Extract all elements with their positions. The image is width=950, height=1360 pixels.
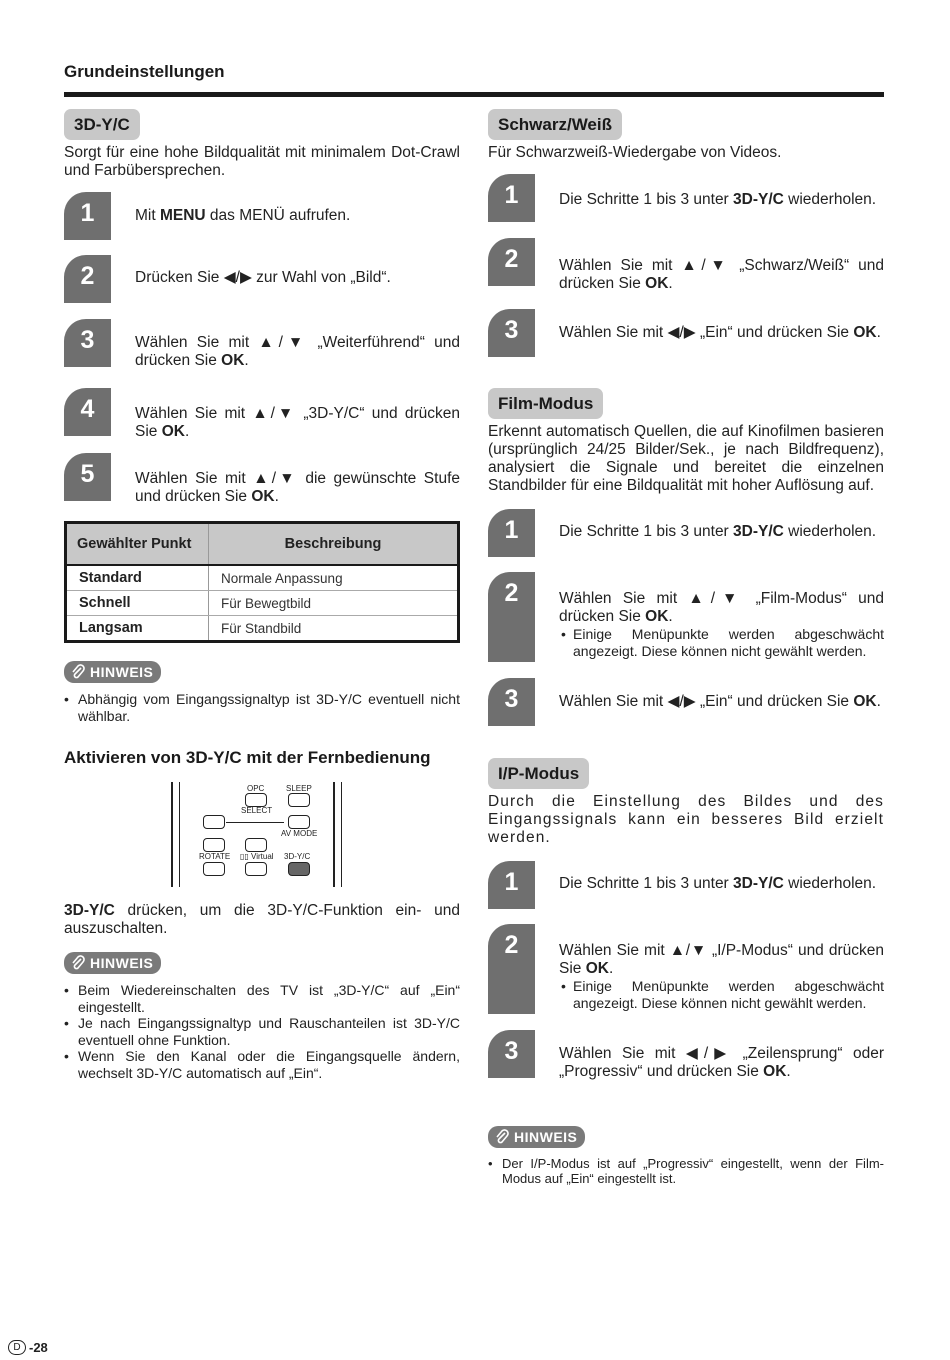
intro-sw: Für Schwarzweiß-Wiedergabe von Videos. xyxy=(488,144,782,161)
av-mode-button[interactable] xyxy=(288,815,310,829)
notes-list xyxy=(488,1156,884,1186)
step-1 xyxy=(64,192,460,255)
page-number xyxy=(8,1340,48,1355)
section-tag-sw: Schwarz/Weiß xyxy=(488,109,622,140)
remote-illustration xyxy=(64,782,460,890)
step-number: 1 xyxy=(488,174,535,222)
paperclip-icon xyxy=(70,955,86,971)
note-item: • Wenn Sie den Kanal oder die Eingangsquelle ändern, wechselt 3D-Y/C automatisch auf „Ein“. xyxy=(64,1048,460,1081)
table-header: Gewählter Punkt xyxy=(66,523,209,566)
step-text: Die Schritte 1 bis 3 unter 3D-Y/C wiederholen. xyxy=(559,191,877,208)
left-column xyxy=(64,108,460,1081)
section-ip xyxy=(488,758,884,1186)
remote-button[interactable] xyxy=(203,862,225,876)
table-header: Beschreibung xyxy=(209,523,459,566)
step-2 xyxy=(488,924,884,1030)
step-note: • Einige Menüpunkte werden abgeschwächt angezeigt. Diese können nicht gewählt werden. xyxy=(559,626,884,660)
right-column xyxy=(488,108,884,1186)
level-table xyxy=(64,521,460,643)
section-tag-ip: I/P-Modus xyxy=(488,758,589,789)
step-text: Wählen Sie mit ▲/▼ „I/P-Modus“ und drücken Sie OK. xyxy=(559,942,884,977)
step-note: • Einige Menüpunkte werden abgeschwächt angezeigt. Diese können nicht gewählt werden. xyxy=(559,978,884,1012)
step-3 xyxy=(488,678,884,752)
page-title: Grundeinstellungen xyxy=(64,62,225,81)
step-2 xyxy=(64,255,460,319)
note-item: • Beim Wiedereinschalten des TV ist „3D-Y/C“ auf „Ein“ eingestellt. xyxy=(64,982,460,1015)
step-3 xyxy=(64,319,460,388)
3dyc-button[interactable] xyxy=(288,862,310,876)
intro-ip: Durch die Einstellung des Bildes und des Eingangssignals kann ein besseres Bild erzielt werden. xyxy=(488,793,884,846)
step-text: Wählen Sie mit ▲/▼ „3D-Y/C“ und drücken Sie OK. xyxy=(135,405,460,440)
notes-list xyxy=(64,982,460,1081)
intro-3dyc: Sorgt für eine hohe Bildqualität mit minimalem Dot-Crawl und Farbübersprechen. xyxy=(64,144,460,179)
step-text: Wählen Sie mit ▲/▼ „Film-Modus“ und drücken Sie OK. xyxy=(559,590,884,625)
hinweis-badge: HINWEIS xyxy=(64,661,161,683)
step-3 xyxy=(488,1030,884,1102)
note-item: • Je nach Eingangssignaltyp und Rauschanteilen ist 3D-Y/C eventuell ohne Funktion. xyxy=(64,1015,460,1048)
header-rule xyxy=(64,92,884,97)
table-row xyxy=(66,591,459,616)
step-1 xyxy=(488,509,884,572)
step-4 xyxy=(64,388,460,453)
opc-label: OPC xyxy=(247,784,265,793)
step-number: 1 xyxy=(64,192,111,240)
virtual-label: ▯▯ Virtual xyxy=(240,852,274,861)
sleep-button[interactable] xyxy=(288,793,310,807)
step-number: 3 xyxy=(488,1030,535,1078)
table-cell: Standard xyxy=(66,565,209,591)
step-number: 1 xyxy=(488,861,535,909)
section-3dyc xyxy=(64,109,460,724)
select-connector xyxy=(226,822,284,823)
remote-edge-left xyxy=(171,782,180,887)
step-number: 5 xyxy=(64,453,111,501)
table-cell: Schnell xyxy=(66,591,209,616)
section-sw xyxy=(488,109,884,379)
step-text: Die Schritte 1 bis 3 unter 3D-Y/C wiederholen. xyxy=(559,875,877,892)
hinweis-badge: HINWEIS xyxy=(488,1126,585,1148)
table-cell: Für Standbild xyxy=(209,616,459,642)
step-2 xyxy=(488,238,884,309)
hinweis-badge: HINWEIS xyxy=(64,952,161,974)
virtual-button[interactable] xyxy=(245,838,267,852)
remote-description: 3D-Y/C drücken, um die 3D-Y/C-Funktion ein- und auszuschalten. xyxy=(64,902,460,937)
step-2 xyxy=(488,572,884,678)
step-number: 3 xyxy=(488,678,535,726)
remote-section-title: Aktivieren von 3D-Y/C mit der Fernbedienung xyxy=(64,748,431,767)
table-row xyxy=(66,565,459,591)
table-cell: Normale Anpassung xyxy=(209,565,459,591)
step-number: 2 xyxy=(488,572,535,662)
step-1 xyxy=(488,174,884,238)
step-text: Mit MENU das MENÜ aufrufen. xyxy=(135,207,351,224)
paperclip-icon xyxy=(70,664,86,680)
step-1 xyxy=(488,861,884,924)
note-item: • Der I/P-Modus ist auf „Progressiv“ eingestellt, wenn der Film-Modus auf „Ein“ eingestellt ist. xyxy=(488,1156,884,1186)
section-tag-film: Film-Modus xyxy=(488,388,603,419)
step-number: 4 xyxy=(64,388,111,436)
table-cell: Langsam xyxy=(79,620,143,636)
rotate-button[interactable] xyxy=(203,838,225,852)
step-text: Wählen Sie mit ◀/▶ „Zeilensprung“ oder „Progressiv“ und drücken Sie OK. xyxy=(559,1045,884,1080)
step-text: Wählen Sie mit ▲/▼ „Weiterführend“ und drücken Sie OK. xyxy=(135,334,460,369)
av-mode-label: AV MODE xyxy=(281,829,318,838)
paperclip-icon xyxy=(494,1129,510,1145)
step-3 xyxy=(488,309,884,379)
table-cell: Für Bewegtbild xyxy=(209,591,459,616)
remote-edge-right xyxy=(333,782,342,887)
page-number-text: -28 xyxy=(29,1340,48,1355)
yc-label: 3D-Y/C xyxy=(284,852,311,861)
intro-film: Erkennt automatisch Quellen, die auf Kinofilmen basieren (ursprünglich 24/25 Bilder/Sek., je nach Bildfrequenz), analysiert die Signale und bereitet die einzelnen Standbilder für eine Bildqualität mit hoher Auflösung auf. xyxy=(488,423,884,494)
table-row xyxy=(66,616,459,642)
notes-list xyxy=(64,691,460,724)
rotate-label: ROTATE xyxy=(199,852,231,861)
remote-button[interactable] xyxy=(245,862,267,876)
step-text: Drücken Sie ◀/▶ zur Wahl von „Bild“. xyxy=(135,269,391,286)
step-number: 1 xyxy=(488,509,535,557)
step-text: Wählen Sie mit ◀/▶ „Ein“ und drücken Sie OK. xyxy=(559,693,881,710)
select-left-button[interactable] xyxy=(203,815,225,829)
select-label: SELECT xyxy=(241,806,273,815)
step-text: Die Schritte 1 bis 3 unter 3D-Y/C wiederholen. xyxy=(559,523,877,540)
note-item: • Abhängig vom Eingangssignaltyp ist 3D-Y/C eventuell nicht wählbar. xyxy=(64,691,460,724)
section-film xyxy=(488,388,884,752)
step-text: Wählen Sie mit ▲/▼ die gewünschte Stufe und drücken Sie OK. xyxy=(135,470,460,505)
step-number: 3 xyxy=(488,309,535,357)
step-number: 2 xyxy=(64,255,111,303)
step-number: 2 xyxy=(488,238,535,286)
sleep-label: SLEEP xyxy=(286,784,312,793)
step-5 xyxy=(64,453,460,521)
region-badge: D xyxy=(8,1340,26,1355)
step-text: Wählen Sie mit ▲/▼ „Schwarz/Weiß“ und drücken Sie OK. xyxy=(559,257,884,292)
step-text: Wählen Sie mit ◀/▶ „Ein“ und drücken Sie OK. xyxy=(559,324,881,341)
step-number: 2 xyxy=(488,924,535,1014)
remote-section xyxy=(64,748,460,1081)
section-tag-3dyc: 3D-Y/C xyxy=(64,109,140,140)
opc-button[interactable] xyxy=(245,793,267,807)
step-number: 3 xyxy=(64,319,111,367)
